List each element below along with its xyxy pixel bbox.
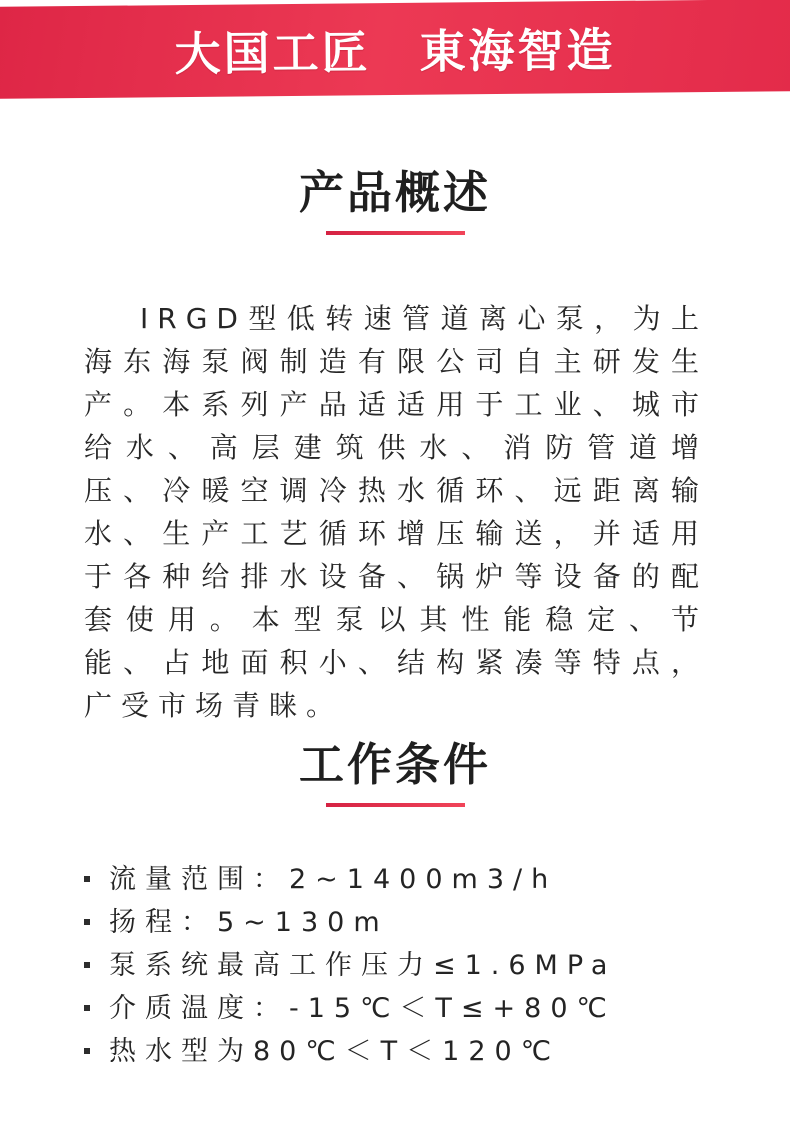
conditions-list xyxy=(84,858,744,1073)
condition-text: 热水型为80℃＜T＜120℃ xyxy=(109,1036,561,1067)
section-conditions-header xyxy=(0,740,790,807)
bullet-dot-icon xyxy=(84,876,90,882)
condition-item xyxy=(84,1030,744,1073)
section-title-overview: 产品概述 xyxy=(298,166,491,219)
condition-text: 介质温度：-15℃＜T≤+80℃ xyxy=(109,993,616,1024)
condition-text: 扬程：5~130m xyxy=(109,907,389,938)
condition-item xyxy=(84,858,744,901)
overview-paragraph: IRGD型低转速管道离心泵，为上海东海泵阀制造有限公司自主研发生产。本系列产品适适用于工业、城市给水、高层建筑供水、消防管道增压、冷暖空调冷热水循环、远距离输水、生产工艺循环增压输送，并适用于各种给排水设备、锅炉等设备的配套使用。本型泵以其性能稳定、节能、占地面积小、结构紧凑等特点，广受市场青睐。 xyxy=(84,302,708,722)
banner-title: 大国工匠 東海智造 xyxy=(174,22,616,82)
condition-item xyxy=(84,987,744,1030)
brand-banner xyxy=(0,0,790,99)
section-title-conditions: 工作条件 xyxy=(298,738,491,791)
section-overview-header xyxy=(0,168,790,235)
condition-item xyxy=(84,944,744,987)
bullet-dot-icon xyxy=(84,962,90,968)
condition-item xyxy=(84,901,744,944)
title-underline xyxy=(326,231,465,235)
condition-text: 泵系统最高工作压力≤1.6MPa xyxy=(109,950,617,981)
bullet-dot-icon xyxy=(84,1048,90,1054)
condition-text: 流量范围：2~1400m3/h xyxy=(109,864,558,895)
bullet-dot-icon xyxy=(84,1005,90,1011)
bullet-dot-icon xyxy=(84,919,90,925)
title-underline xyxy=(326,803,465,807)
